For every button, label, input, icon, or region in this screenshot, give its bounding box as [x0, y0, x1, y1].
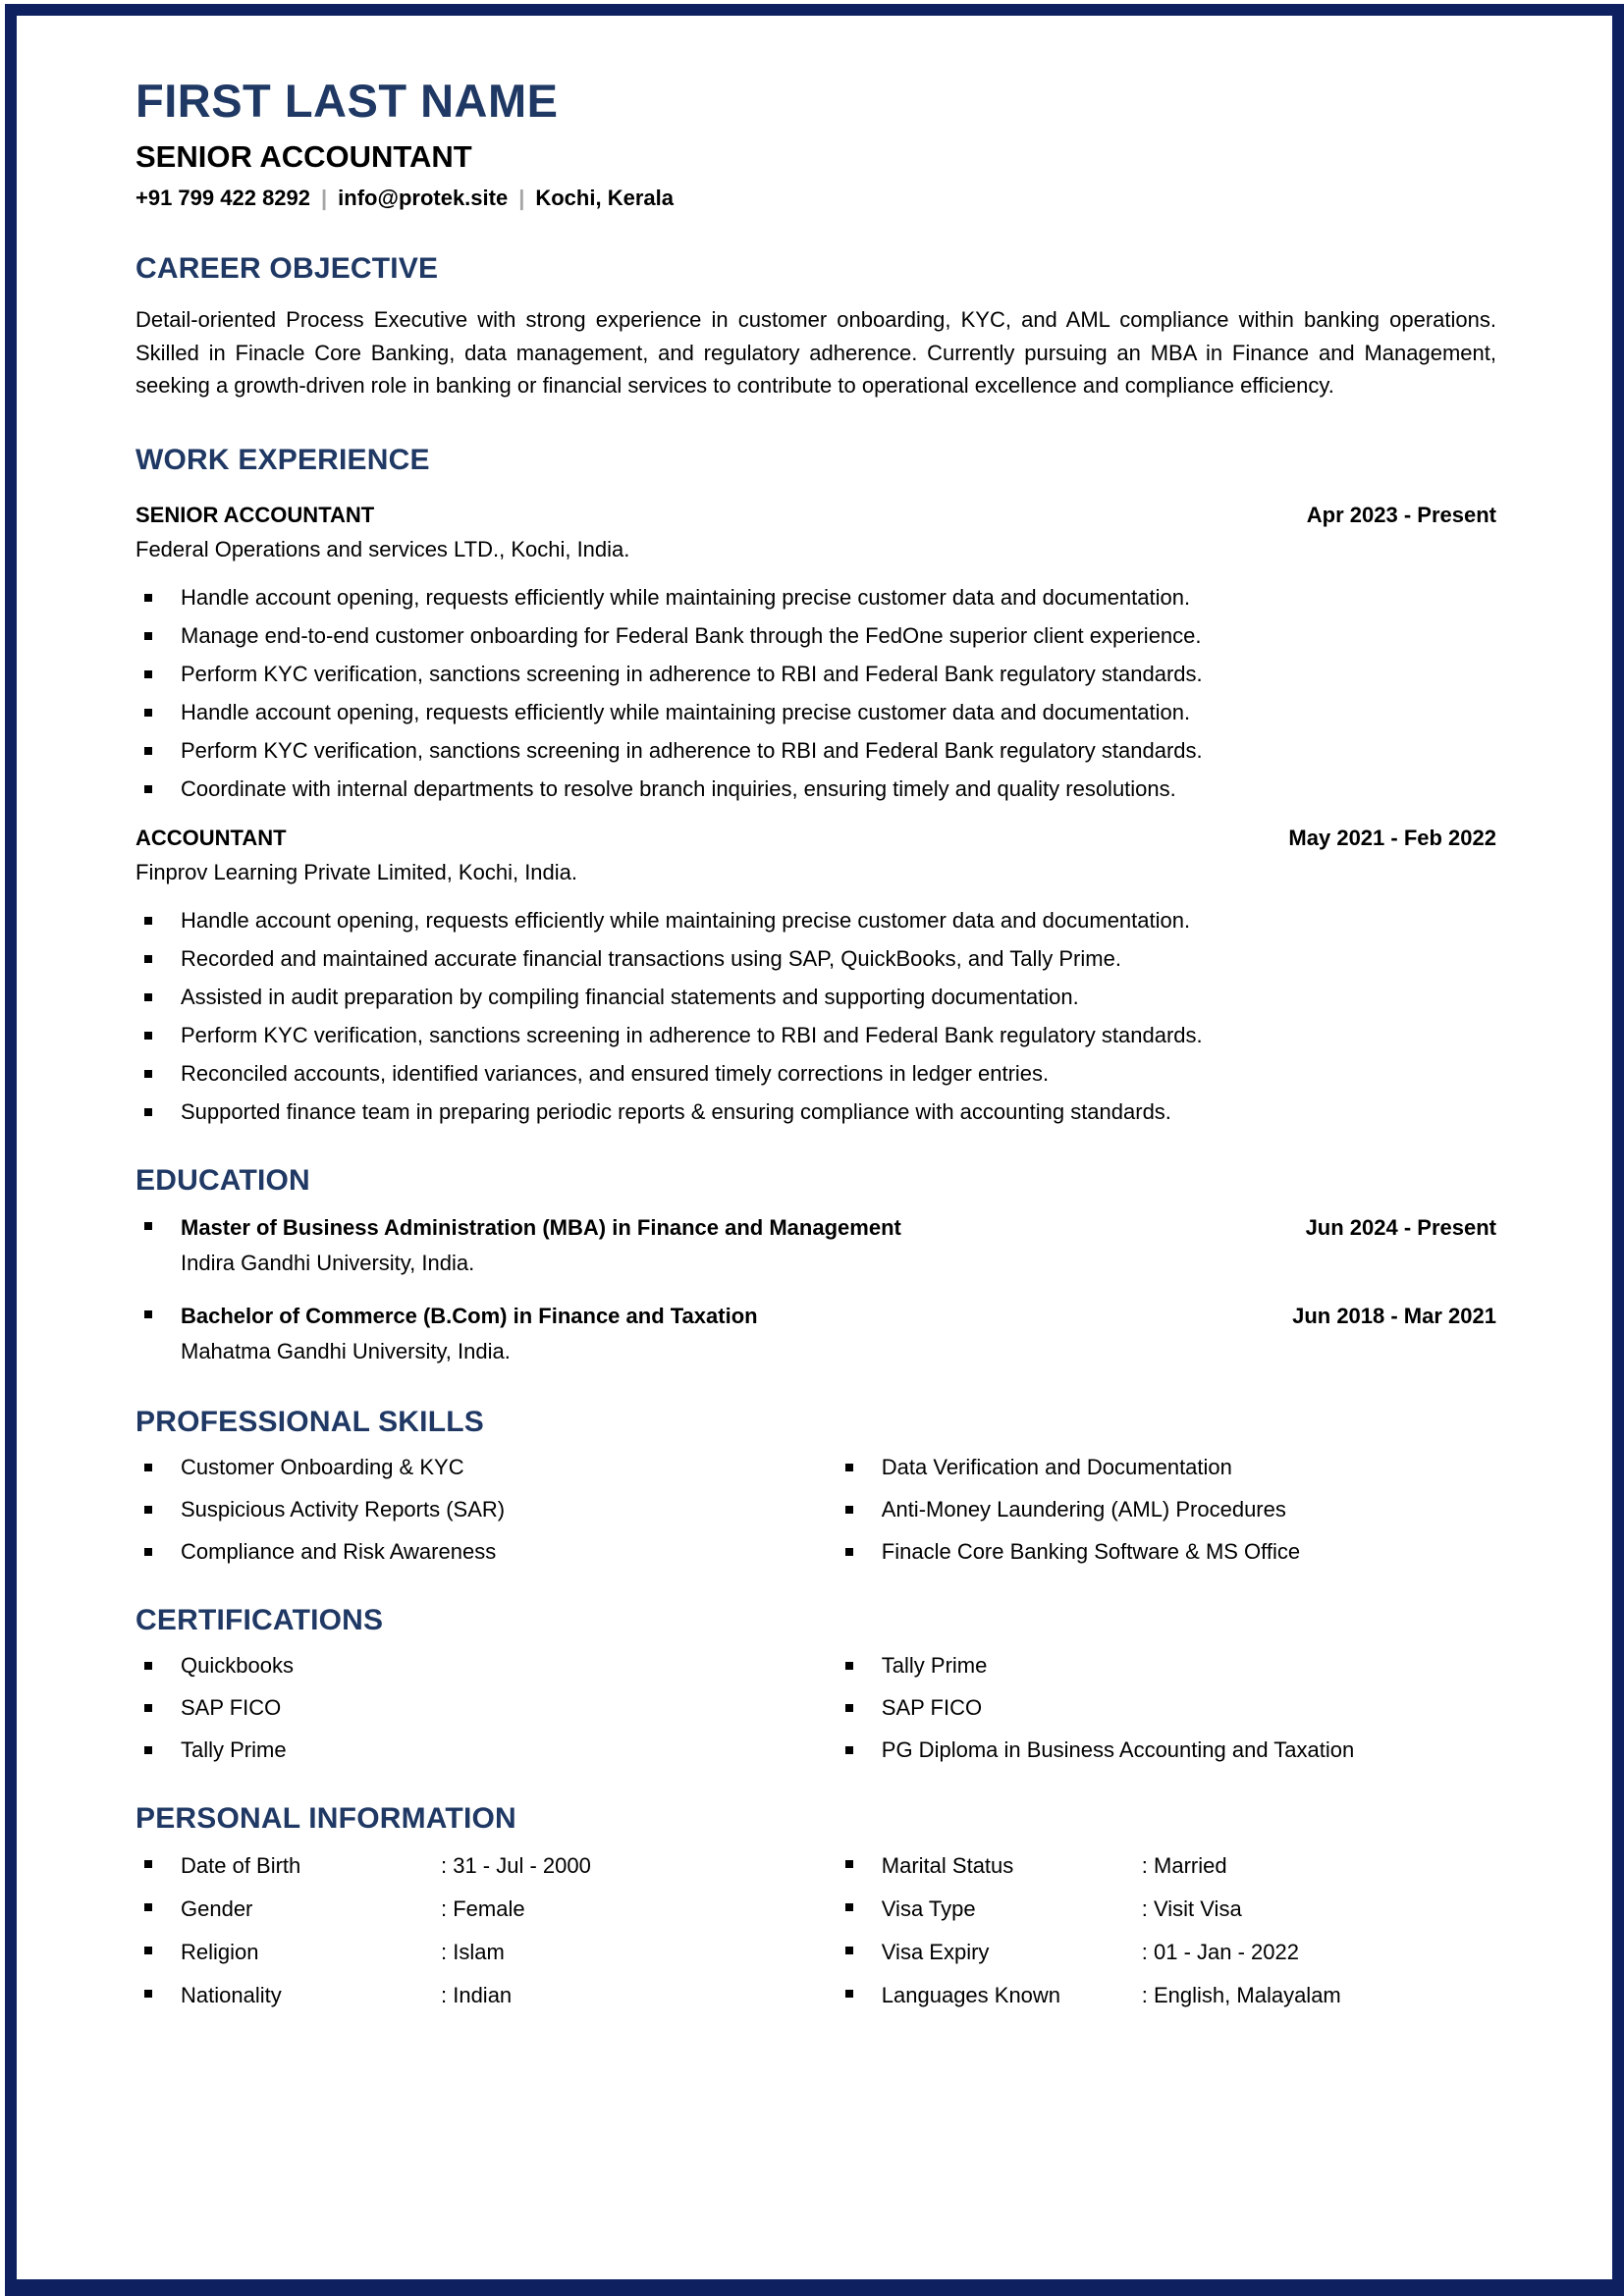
job-role: SENIOR ACCOUNTANT — [135, 502, 375, 527]
bullet-item — [135, 699, 1496, 724]
certification-text: SAP FICO — [881, 1694, 983, 1720]
certifications-heading: CERTIFICATIONS — [135, 1603, 384, 1636]
square-bullet-icon — [144, 955, 152, 963]
square-bullet-icon — [144, 670, 152, 678]
square-bullet-icon — [144, 1310, 152, 1318]
bullet-text: Reconciled accounts, identified variances, and ensured timely corrections in ledger entries. — [181, 1060, 1050, 1086]
square-bullet-icon — [845, 1506, 853, 1514]
certification-text: Quickbooks — [181, 1652, 294, 1678]
skill-item — [135, 1454, 837, 1479]
personal-info-row — [135, 1983, 837, 2008]
skill-item — [837, 1496, 1496, 1522]
education-dates: Jun 2018 - Mar 2021 — [1292, 1303, 1496, 1328]
certification-item — [135, 1652, 837, 1678]
bullet-text: Manage end-to-end customer onboarding for Federal Bank through the FedOne superior client experience. — [181, 622, 1202, 648]
bullet-item — [135, 907, 1496, 933]
section-professional-skills — [135, 1406, 1496, 1563]
skills-left-column — [135, 1454, 837, 1564]
career-objective-heading: CAREER OBJECTIVE — [135, 252, 439, 286]
personal-info-label: Languages Known — [881, 1982, 1061, 2007]
education-dates: Jun 2024 - Present — [1305, 1214, 1496, 1240]
certification-text: Tally Prime — [181, 1736, 287, 1762]
personal-info-row — [135, 1896, 837, 1922]
personal-info-row — [135, 1940, 837, 1965]
section-work-experience — [135, 444, 1496, 1123]
bullet-text: Handle account opening, requests efficiently while maintaining precise customer data and documentation. — [181, 584, 1191, 610]
education-school: Mahatma Gandhi University, India. — [181, 1338, 511, 1363]
certification-item — [837, 1694, 1496, 1720]
square-bullet-icon — [144, 993, 152, 1001]
square-bullet-icon — [144, 1990, 152, 1998]
job-role: ACCOUNTANT — [135, 825, 287, 850]
personal-info-value: : English, Malayalam — [1141, 1982, 1341, 2007]
square-bullet-icon — [144, 1903, 152, 1911]
certification-text: Tally Prime — [881, 1652, 988, 1678]
education-entry-row — [181, 1304, 1496, 1329]
skill-item — [135, 1538, 837, 1564]
certification-item — [135, 1736, 837, 1762]
personal-info-value: : 31 - Jul - 2000 — [441, 1852, 591, 1878]
personal-info-value: : Indian — [441, 1982, 513, 2007]
certifications-right-column — [837, 1652, 1496, 1762]
education-entry-body — [181, 1215, 1496, 1276]
personal-info-row — [837, 1896, 1496, 1922]
bullet-text: Assisted in audit preparation by compiling financial statements and supporting documentation. — [181, 984, 1079, 1009]
certification-item — [135, 1694, 837, 1720]
personal-info-value: : Islam — [441, 1939, 505, 1964]
bullet-text: Perform KYC verification, sanctions screening in adherence to RBI and Federal Bank regulatory standards. — [181, 737, 1203, 763]
education-entry-row — [181, 1215, 1496, 1241]
square-bullet-icon — [144, 1704, 152, 1712]
personal-info-value: : Visit Visa — [1141, 1896, 1242, 1921]
skills-columns — [135, 1454, 1496, 1564]
square-bullet-icon — [845, 1464, 853, 1471]
job-bullet-list — [135, 907, 1496, 1124]
skill-text: Finacle Core Banking Software & MS Office — [881, 1538, 1301, 1564]
square-bullet-icon — [144, 1032, 152, 1040]
personal-left-column — [135, 1853, 837, 2008]
education-heading: EDUCATION — [135, 1163, 310, 1197]
bullet-item — [135, 1098, 1496, 1124]
bullet-text: Coordinate with internal departments to resolve branch inquiries, ensuring timely and quality resolutions. — [181, 775, 1176, 801]
job-dates: May 2021 - Feb 2022 — [1288, 825, 1496, 850]
candidate-name: FIRST LAST NAME — [135, 75, 559, 127]
personal-info-label: Religion — [181, 1939, 259, 1964]
bullet-item — [135, 984, 1496, 1009]
section-education — [135, 1164, 1496, 1364]
education-entry — [135, 1304, 1496, 1364]
contact-email: info@protek.site — [338, 186, 509, 211]
certifications-left-column — [135, 1652, 837, 1762]
education-school: Indira Gandhi University, India. — [181, 1250, 475, 1275]
certification-text: PG Diploma in Business Accounting and Taxation — [881, 1736, 1355, 1762]
job-dates: Apr 2023 - Present — [1306, 502, 1496, 527]
square-bullet-icon — [144, 1860, 152, 1868]
bullet-text: Perform KYC verification, sanctions screening in adherence to RBI and Federal Bank regulatory standards. — [181, 1022, 1203, 1047]
square-bullet-icon — [845, 1662, 853, 1670]
personal-info-row — [837, 1940, 1496, 1965]
skill-text: Compliance and Risk Awareness — [181, 1538, 497, 1564]
square-bullet-icon — [144, 1947, 152, 1954]
skill-item — [837, 1538, 1496, 1564]
education-degree: Bachelor of Commerce (B.Com) in Finance and Taxation — [181, 1303, 758, 1328]
contact-line — [135, 186, 1496, 211]
bullet-item — [135, 622, 1496, 648]
bullet-item — [135, 661, 1496, 686]
certification-text: SAP FICO — [181, 1694, 282, 1720]
square-bullet-icon — [144, 632, 152, 640]
square-bullet-icon — [845, 1548, 853, 1556]
personal-info-value: : Female — [441, 1896, 525, 1921]
square-bullet-icon — [845, 1990, 853, 1998]
bullet-text: Handle account opening, requests efficiently while maintaining precise customer data and documentation. — [181, 699, 1191, 724]
personal-info-row — [135, 1853, 837, 1879]
square-bullet-icon — [144, 1506, 152, 1514]
square-bullet-icon — [144, 1662, 152, 1670]
square-bullet-icon — [144, 785, 152, 793]
bullet-text: Perform KYC verification, sanctions screening in adherence to RBI and Federal Bank regulatory standards. — [181, 661, 1203, 686]
education-degree: Master of Business Administration (MBA) in Finance and Management — [181, 1214, 901, 1240]
personal-info-label: Date of Birth — [181, 1852, 301, 1878]
job-entry — [135, 503, 1496, 800]
personal-right-column — [837, 1853, 1496, 2008]
bullet-item — [135, 775, 1496, 801]
square-bullet-icon — [144, 709, 152, 717]
square-bullet-icon — [845, 1704, 853, 1712]
bullet-item — [135, 1022, 1496, 1047]
square-bullet-icon — [144, 1548, 152, 1556]
personal-info-value: : 01 - Jan - 2022 — [1141, 1939, 1299, 1964]
personal-info-label: Visa Type — [881, 1896, 976, 1921]
square-bullet-icon — [144, 1746, 152, 1754]
education-entry-body — [181, 1304, 1496, 1364]
personal-info-row — [837, 1853, 1496, 1879]
certification-item — [837, 1736, 1496, 1762]
bullet-text: Handle account opening, requests efficiently while maintaining precise customer data and documentation. — [181, 907, 1191, 933]
job-header — [135, 503, 1496, 528]
skill-item — [135, 1496, 837, 1522]
section-career-objective — [135, 252, 1496, 401]
skill-text: Suspicious Activity Reports (SAR) — [181, 1496, 506, 1522]
skill-text: Data Verification and Documentation — [881, 1454, 1232, 1479]
job-company: Finprov Learning Private Limited, Kochi, India. — [135, 859, 578, 884]
contact-separator: | — [518, 186, 525, 211]
contact-separator: | — [321, 186, 328, 211]
section-certifications — [135, 1604, 1496, 1761]
personal-information-heading: PERSONAL INFORMATION — [135, 1801, 516, 1835]
bullet-item — [135, 945, 1496, 971]
education-entry — [135, 1215, 1496, 1276]
personal-info-label: Nationality — [181, 1982, 282, 2007]
personal-information-columns — [135, 1853, 1496, 2008]
bullet-item — [135, 737, 1496, 763]
career-objective-text: Detail-oriented Process Executive with strong experience in customer onboarding, KYC, and AML compliance within banking operations. Skilled in Finacle Core Banking, data management, and regulatory adherence. Currently pursuing an MBA in Finance and Management, seeking a growth-driven role in banking or financial services to contribute to operational excellence and compliance efficiency. — [135, 307, 1496, 399]
personal-info-row — [837, 1983, 1496, 2008]
resume-content — [135, 77, 1496, 2008]
resume-header — [135, 77, 1496, 211]
bullet-text: Supported finance team in preparing periodic reports & ensuring compliance with accounting standards. — [181, 1098, 1171, 1124]
bullet-item — [135, 584, 1496, 610]
square-bullet-icon — [144, 1108, 152, 1116]
contact-location: Kochi, Kerala — [535, 186, 674, 211]
square-bullet-icon — [845, 1746, 853, 1754]
square-bullet-icon — [144, 594, 152, 602]
job-company: Federal Operations and services LTD., Kochi, India. — [135, 536, 630, 561]
work-experience-heading: WORK EXPERIENCE — [135, 443, 430, 476]
personal-info-label: Marital Status — [881, 1852, 1014, 1878]
skills-right-column — [837, 1454, 1496, 1564]
square-bullet-icon — [144, 747, 152, 755]
square-bullet-icon — [845, 1903, 853, 1911]
square-bullet-icon — [144, 1464, 152, 1471]
job-header — [135, 826, 1496, 851]
personal-info-label: Gender — [181, 1896, 253, 1921]
bullet-text: Recorded and maintained accurate financial transactions using SAP, QuickBooks, and Tally Prime. — [181, 945, 1121, 971]
square-bullet-icon — [144, 1070, 152, 1078]
certification-item — [837, 1652, 1496, 1678]
candidate-job-title: SENIOR ACCOUNTANT — [135, 139, 472, 175]
contact-phone: +91 799 422 8292 — [135, 186, 311, 211]
skill-text: Customer Onboarding & KYC — [181, 1454, 464, 1479]
square-bullet-icon — [144, 1222, 152, 1230]
section-personal-information — [135, 1802, 1496, 2008]
square-bullet-icon — [845, 1947, 853, 1954]
job-entry — [135, 826, 1496, 1123]
job-bullet-list — [135, 584, 1496, 801]
personal-info-value: : Married — [1141, 1852, 1227, 1878]
skill-text: Anti-Money Laundering (AML) Procedures — [881, 1496, 1286, 1522]
professional-skills-heading: PROFESSIONAL SKILLS — [135, 1405, 484, 1438]
personal-info-label: Visa Expiry — [881, 1939, 990, 1964]
square-bullet-icon — [845, 1860, 853, 1868]
skill-item — [837, 1454, 1496, 1479]
square-bullet-icon — [144, 917, 152, 925]
certifications-columns — [135, 1652, 1496, 1762]
bullet-item — [135, 1060, 1496, 1086]
